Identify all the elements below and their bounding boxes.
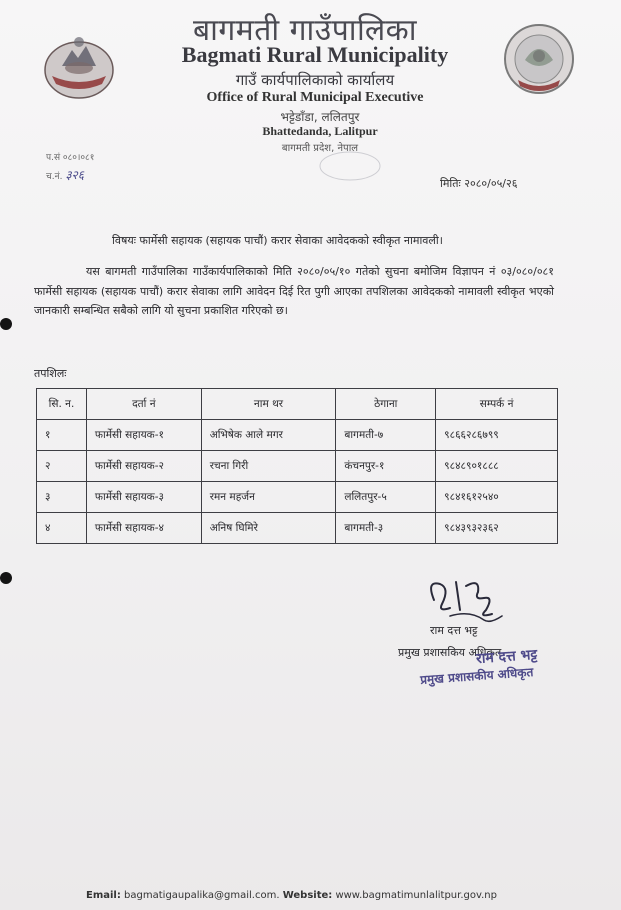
province-nepali: बागमती प्रदेश, नेपाल	[281, 143, 359, 154]
handwritten-signature-icon	[420, 570, 520, 630]
municipality-logo-icon	[500, 20, 578, 98]
municipality-name-english: Bagmati Rural Municipality	[181, 42, 449, 67]
header-contact: सम्पर्क नं	[436, 389, 558, 420]
punch-hole	[0, 318, 12, 330]
cell-contact: ९८६६२८६७९९	[436, 420, 558, 451]
cell-serial: २	[37, 451, 87, 482]
header-registration: दर्ता नं	[86, 389, 201, 420]
punch-hole	[0, 572, 12, 584]
cell-registration: फार्मेसी सहायक-४	[86, 513, 201, 544]
cell-contact: ९८४३९३२३६२	[436, 513, 558, 544]
footer-contact	[86, 890, 497, 901]
municipality-name-nepali: बागमती गाउँपालिका	[193, 13, 417, 48]
header-serial: सि. न.	[37, 389, 87, 420]
cell-serial: १	[37, 420, 87, 451]
cell-name: रचना गिरी	[201, 451, 336, 482]
table-row	[37, 420, 558, 451]
table-row	[37, 451, 558, 482]
signatory-title: प्रमुख प्रशासकिय अधिकृत	[398, 646, 502, 659]
office-name-nepali: गाउँ कार्यपालिकाको कार्यालय	[235, 71, 395, 89]
footer-email-label: Email:	[86, 890, 121, 901]
nepal-emblem-icon	[40, 32, 118, 104]
table-row	[37, 513, 558, 544]
cell-serial: ३	[37, 482, 87, 513]
patra-sankhya: प.सं ०८०।०८१	[46, 153, 95, 163]
chalani-number: ३२६	[65, 168, 85, 182]
stamp-signatory-title: प्रमुख प्रशासकीय अधिकृत	[419, 665, 534, 687]
header-address: ठेगाना	[336, 389, 436, 420]
cell-address: बागमती-३	[336, 513, 436, 544]
cell-address: कंचनपुर-१	[336, 451, 436, 482]
applicant-table	[36, 388, 558, 544]
notice-subject: विषयः फार्मेसी सहायक (सहायक पाचौं) करार सेवाका आवेदकको स्वीकृत नामावली।	[112, 234, 443, 247]
cell-registration: फार्मेसी सहायक-१	[86, 420, 201, 451]
chalani-label: च.नं.	[46, 172, 63, 182]
table-header-row	[37, 389, 558, 420]
chalani-number-line	[46, 166, 84, 183]
cell-address: बागमती-७	[336, 420, 436, 451]
cell-name: अनिष घिमिरे	[201, 513, 336, 544]
notice-body: यस बागमती गाउँपालिका गाउँकार्यपालिकाको मिति २०८०/०५/१० गतेको सुचना बमोजिम विज्ञापन नं ०३/०८०/०८१ फार्मेसी सहायक (सहायक पाचौं) करार सेवाका लागि आवेदन दिई रित पुगी आएका तपशिलका आवेदकको नामावली स्वीकृत भएको जानकारी सम्बन्धित सबैको लागि यो सुचना प्रकाशित गरिएको छ।	[34, 265, 554, 317]
table-row	[37, 482, 558, 513]
cell-contact: ९८४८९०१८८८	[436, 451, 558, 482]
header-name: नाम थर	[201, 389, 336, 420]
cell-name: रमन महर्जन	[201, 482, 336, 513]
signatory-name: राम दत्त भट्ट	[430, 624, 478, 637]
cell-name: अभिषेक आले मगर	[201, 420, 336, 451]
stamp-signatory-name: राम दत्त भट्ट	[475, 646, 538, 668]
footer-email: bagmatigaupalika@gmail.com.	[124, 890, 280, 901]
office-name-english: Office of Rural Municipal Executive	[206, 90, 424, 105]
cell-registration: फार्मेसी सहायक-३	[86, 482, 201, 513]
issue-date: मितिः २०८०/०५/२६	[440, 177, 518, 190]
footer-website: www.bagmatimunlalitpur.gov.np	[335, 890, 497, 901]
cell-address: ललितपुर-५	[336, 482, 436, 513]
cell-serial: ४	[37, 513, 87, 544]
address-english: Bhattedanda, Lalitpur	[262, 124, 378, 138]
address-nepali: भट्टेडाँडा, ललितपुर	[280, 110, 360, 124]
tapshil-label: तपशिलः	[34, 367, 67, 380]
footer-website-label: Website:	[282, 890, 333, 901]
cell-registration: फार्मेसी सहायक-२	[86, 451, 201, 482]
faint-stamp-mark	[310, 148, 390, 184]
cell-contact: ९८४१६१२५४०	[436, 482, 558, 513]
